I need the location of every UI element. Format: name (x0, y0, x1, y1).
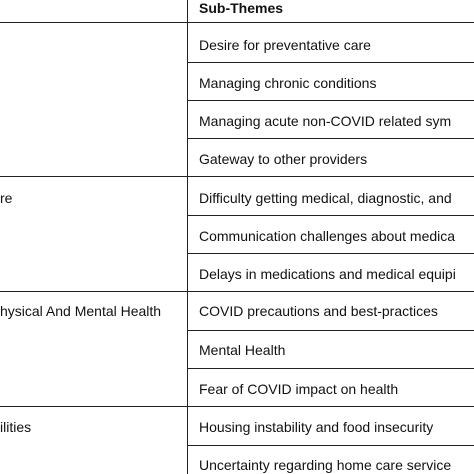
sub-theme-cell: Delays in medications and medical equipi (199, 266, 456, 282)
row-divider (187, 253, 474, 254)
sub-theme-cell: Gateway to other providers (199, 151, 368, 167)
row-divider (187, 445, 474, 446)
row-divider (187, 138, 474, 139)
sub-theme-cell: Difficulty getting medical, diagnostic, and (199, 190, 452, 206)
theme-divider (0, 176, 474, 177)
column-divider (187, 0, 188, 474)
row-divider (187, 215, 474, 216)
theme-label: hysical And Mental Health (0, 303, 162, 319)
sub-theme-cell: Uncertainty regarding home care service (199, 457, 452, 473)
sub-theme-cell: COVID precautions and best-practices (199, 303, 438, 319)
header-divider (0, 22, 474, 23)
theme-divider (0, 406, 474, 407)
row-divider (187, 330, 474, 331)
sub-themes-header: Sub-Themes (199, 0, 284, 16)
sub-theme-cell: Desire for preventative care (199, 37, 371, 53)
sub-theme-cell: Housing instability and food insecurity (199, 419, 434, 435)
theme-divider (0, 291, 474, 292)
sub-theme-cell: Managing chronic conditions (199, 75, 377, 91)
sub-theme-cell: Mental Health (199, 342, 286, 358)
row-divider (187, 100, 474, 101)
row-divider (187, 62, 474, 63)
sub-theme-cell: Communication challenges about medica (199, 228, 456, 244)
theme-label: re (0, 190, 13, 206)
row-divider (187, 368, 474, 369)
sub-theme-cell: Fear of COVID impact on health (199, 381, 399, 397)
sub-theme-cell: Managing acute non-COVID related sym (199, 113, 452, 129)
theme-label: ilities (0, 419, 32, 435)
